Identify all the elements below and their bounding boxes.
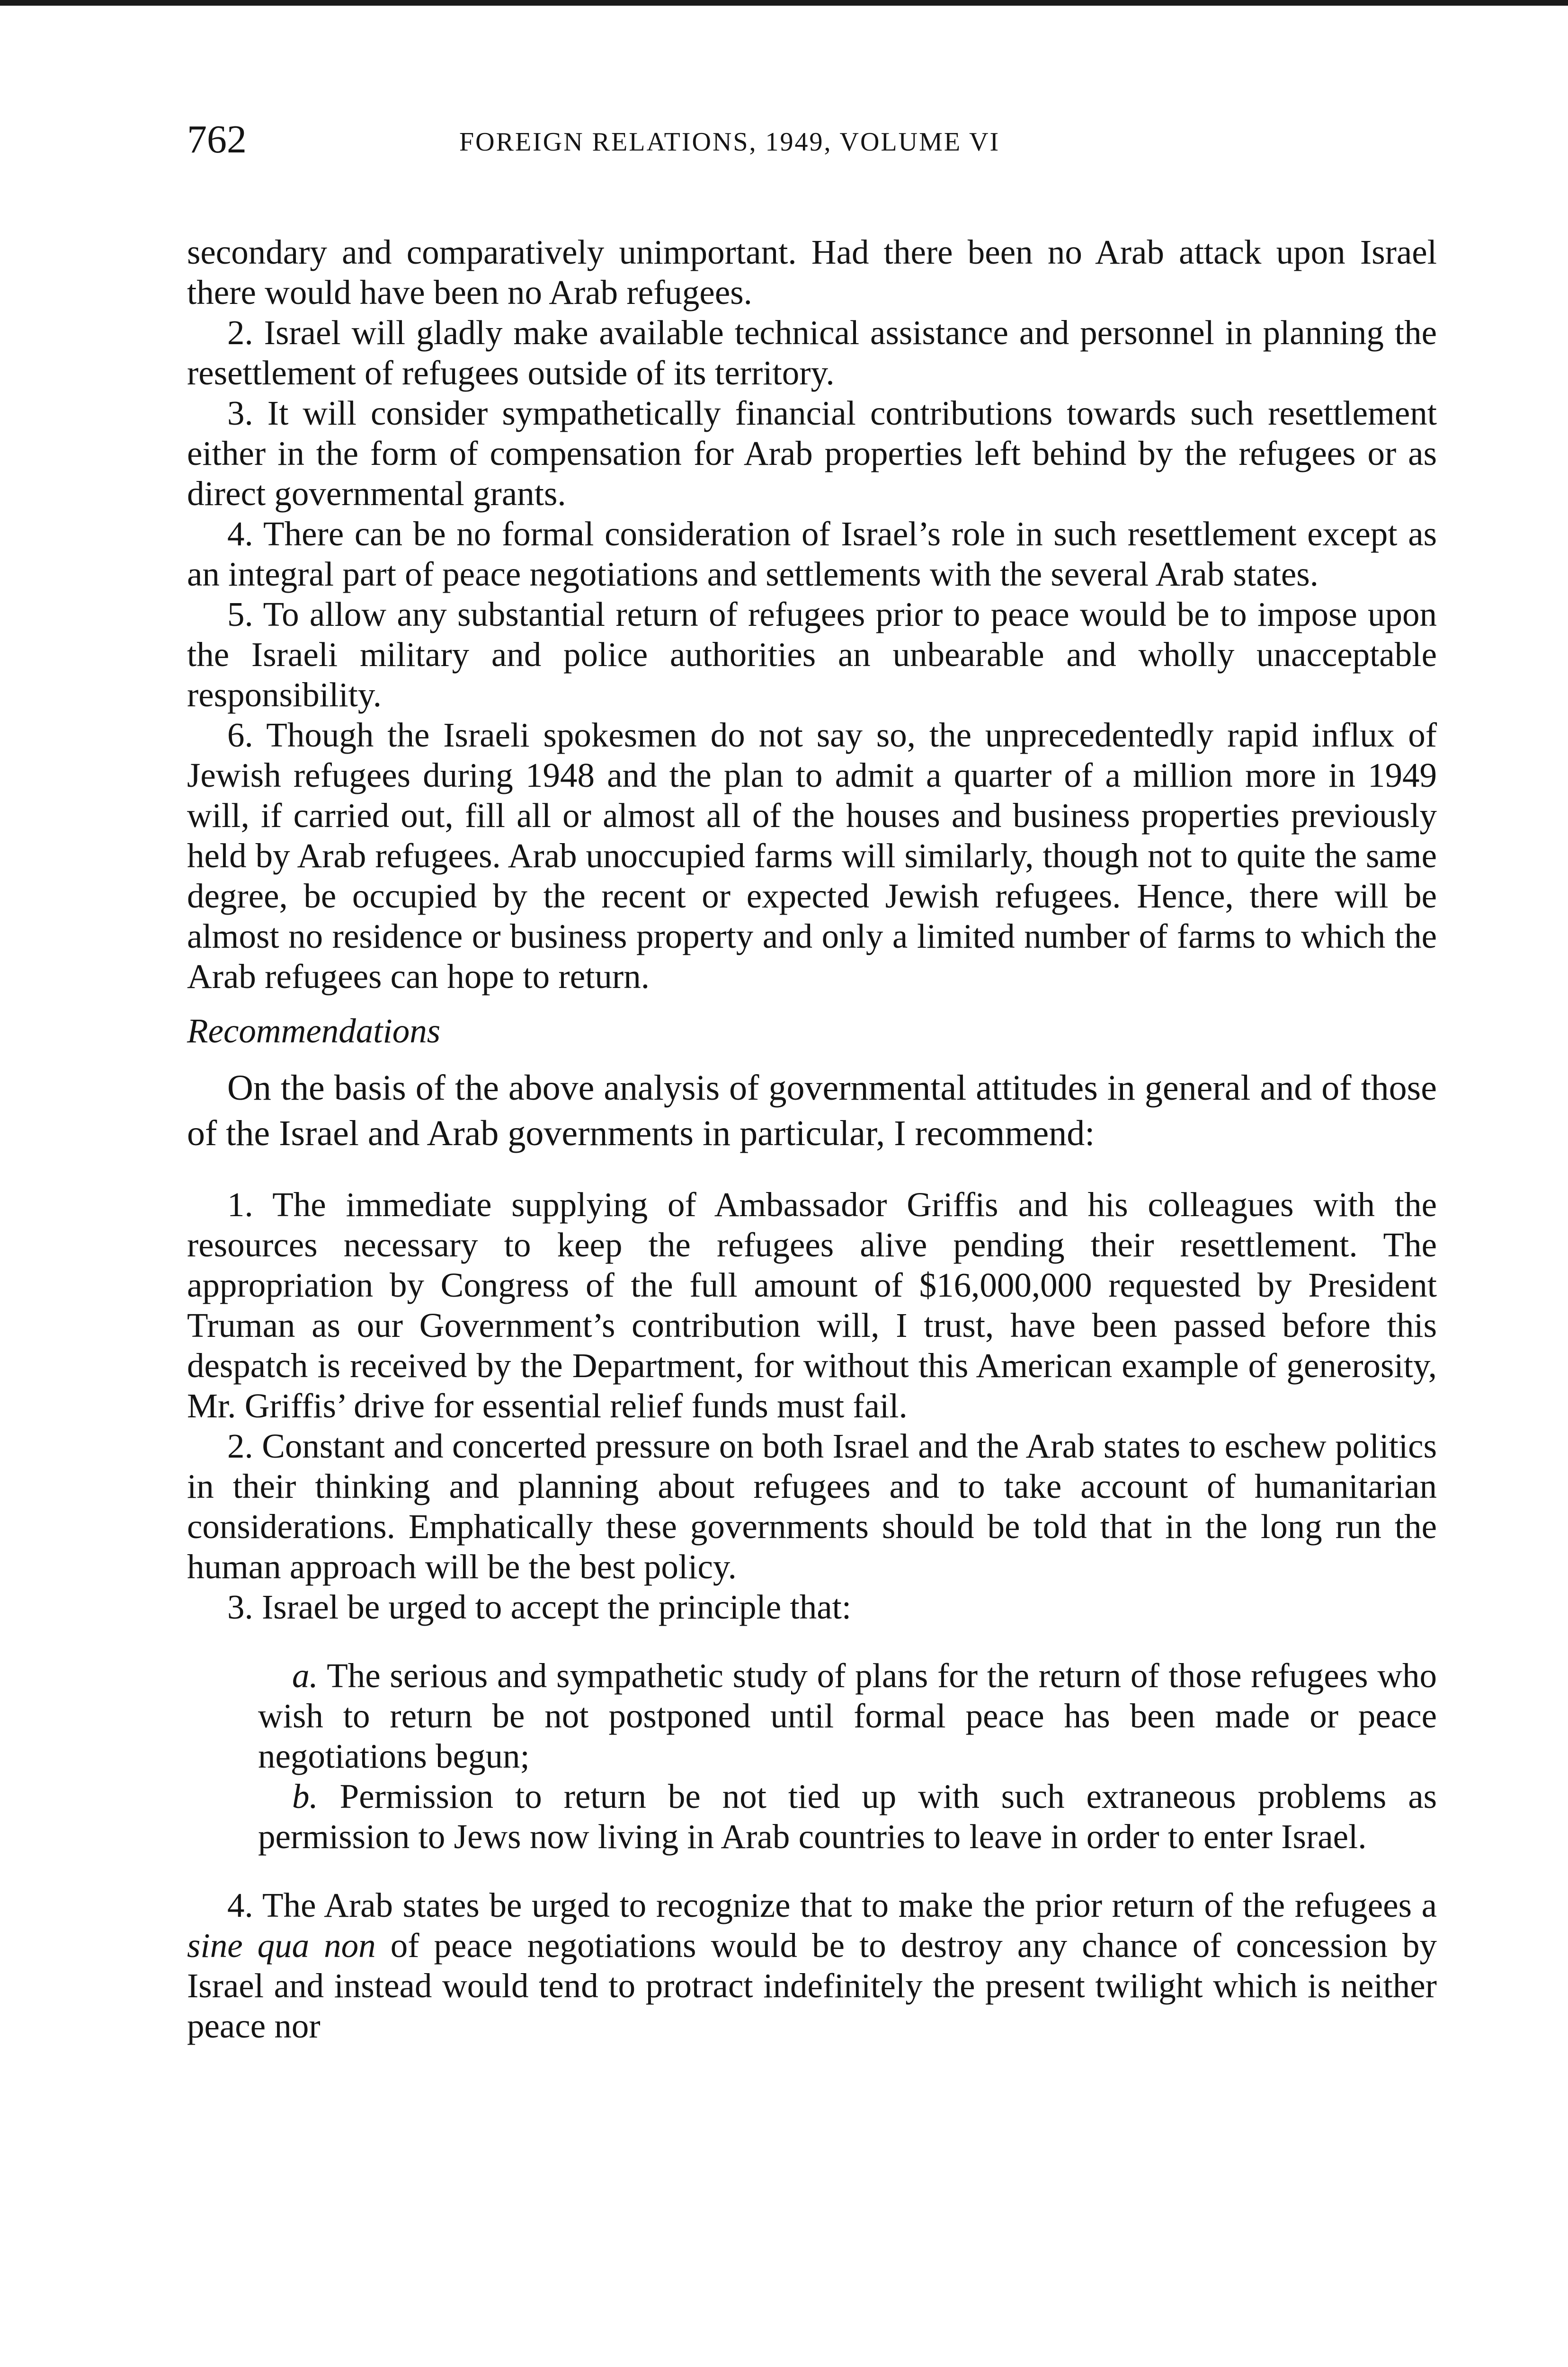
recommendations-intro: On the basis of the above analysis of governmental attitudes in general and of those of the Israel and Arab governments in particular, I recommend: — [187, 1068, 1437, 1153]
point-5: 5. To allow any substantial return of refugees prior to peace would be to impose upon the Israeli military and police authorities an unbearable and wholly unacceptable responsibility. — [187, 595, 1437, 714]
recommendations-heading: Recommendations — [187, 1012, 441, 1050]
top-border — [0, 0, 1568, 6]
recommendation-3: 3. Israel be urged to accept the principle that: — [227, 1588, 852, 1626]
recommendation-4-end: of peace negotiations would be to destroy any chance of concession by Israel and instead would tend to protract indefinitely the present twilight which is neither peace nor — [187, 1926, 1437, 2045]
recommendation-3b-text: Permission to return be not tied up with such extraneous problems as permission to Jews now living in Arab countries to leave in order to enter Israel. — [258, 1777, 1437, 1856]
recommendation-4-italic: sine qua non — [187, 1926, 376, 1965]
running-head: FOREIGN RELATIONS, 1949, VOLUME VI — [459, 127, 1000, 157]
recommendation-1: 1. The immediate supplying of Ambassador Griffis and his colleagues with the resources necessary to keep the refugees alive pending their resettlement. The appropriation by Congress of the full amount of $16,000,000 requested by President Truman as our Government’s contribution will, I trust, have been passed before this despatch is received by the Department, for without this American example of generosity, Mr. Griffis’ drive for essential relief funds must fail. — [187, 1185, 1437, 1425]
continued-paragraph: secondary and comparatively unimportant. Had there been no Arab attack upon Israel there would have been no Arab refugees. — [187, 233, 1437, 311]
recommendation-4-start: 4. The Arab states be urged to recognize that to make the prior return of the refugees a — [227, 1886, 1437, 1924]
recommendation-3a-text: The serious and sympathetic study of plans for the return of those refugees who wish to return be not postponed until formal peace has been made or peace negotiations begun; — [258, 1656, 1437, 1775]
page-header — [187, 118, 1437, 170]
recommendation-3b — [187, 1776, 1437, 1857]
recommendation-4 — [187, 1885, 1437, 2046]
page-number: 762 — [187, 117, 247, 161]
recommendation-3a — [187, 1655, 1437, 1776]
recommendation-2: 2. Constant and concerted pressure on both Israel and the Arab states to eschew politics in their thinking and planning about refugees and to take account of humanitarian considerations. Emphatically these governments should be told that in the long run the human approach will be the best policy. — [187, 1427, 1437, 1586]
body-text — [187, 232, 1437, 2046]
document-page — [187, 118, 1437, 2046]
point-4: 4. There can be no formal consideration of Israel’s role in such resettlement except as an integral part of peace negotiations and settlements with the several Arab states. — [187, 515, 1437, 593]
point-3: 3. It will consider sympathetically financial contributions towards such resettlement either in the form of compensation for Arab properties left behind by the refugees or as direct governmental grants. — [187, 394, 1437, 513]
recommendation-3a-letter: a. — [292, 1656, 318, 1695]
recommendation-3b-letter: b. — [292, 1777, 318, 1815]
point-6: 6. Though the Israeli spokesmen do not say so, the unprecedentedly rapid influx of Jewish refugees during 1948 and the plan to admit a quarter of a million more in 1949 will, if carried out, fill all or almost all of the houses and business properties previously held by Arab refugees. Arab unoccupied farms will similarly, though not to quite the same degree, be occupied by the recent or expected Jewish refugees. Hence, there will be almost no residence or business property and only a limited number of farms to which the Arab refugees can hope to return. — [187, 716, 1437, 996]
point-2: 2. Israel will gladly make available technical assistance and personnel in planning the resettlement of refugees outside of its territory. — [187, 313, 1437, 392]
